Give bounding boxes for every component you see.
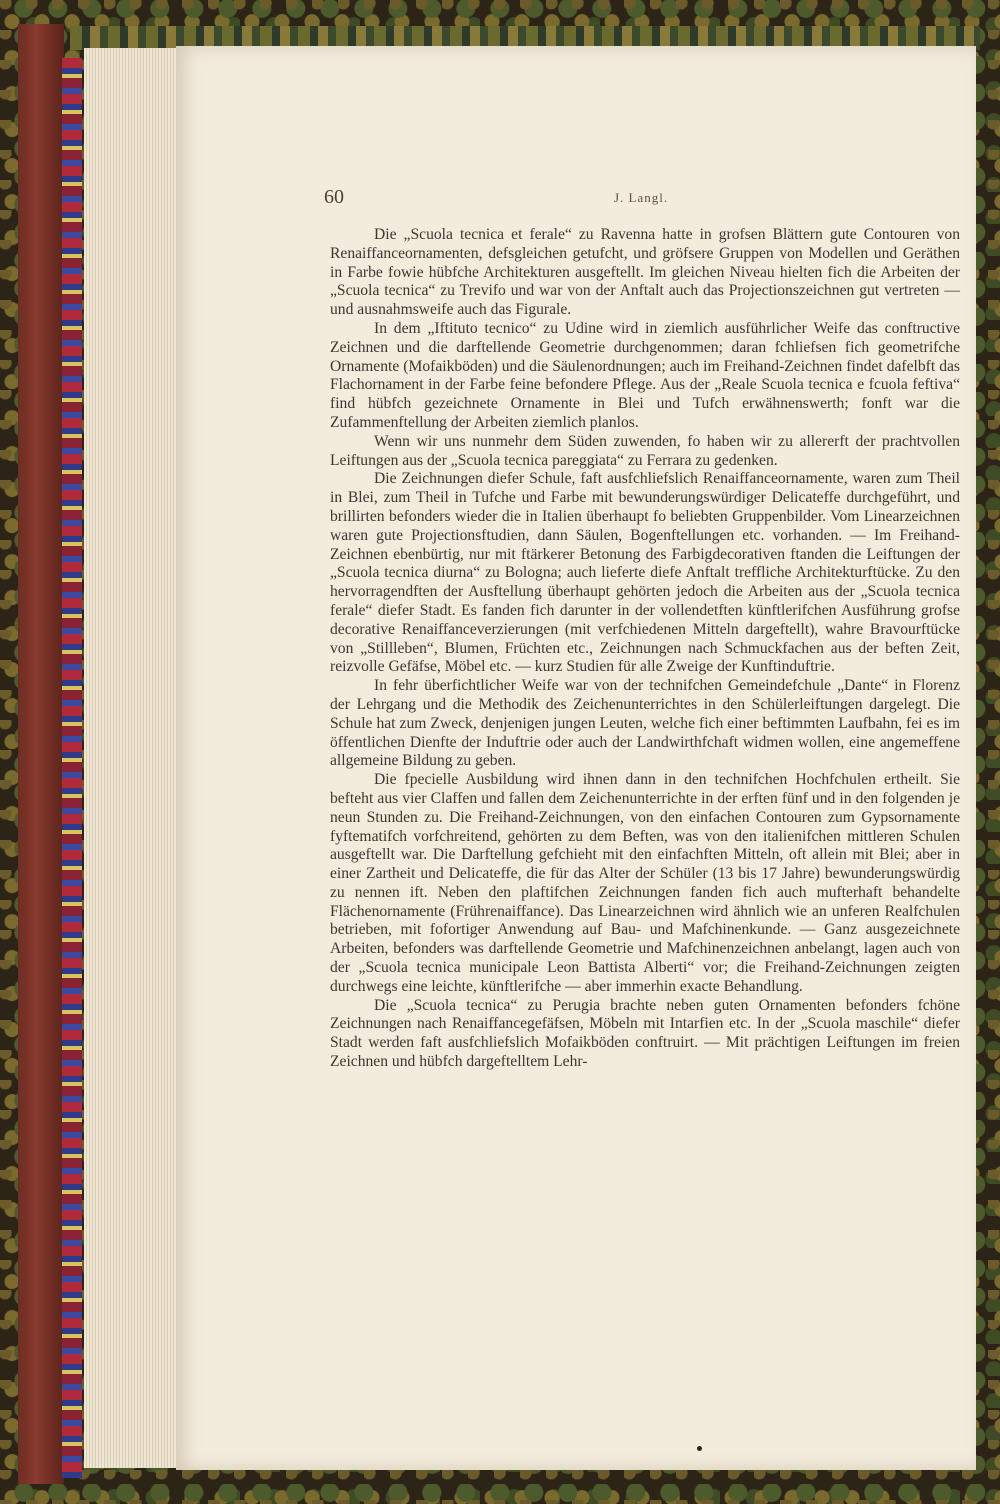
marbled-edge-side	[62, 58, 82, 1478]
page-number: 60	[324, 186, 344, 208]
running-head: J. Langl.	[614, 190, 669, 205]
paragraph: Die „Scuola tecnica“ zu Perugia brachte neben guten Ornamenten befonders fchöne Zeichnungen nach Renaiffancegefäfsen, Möbeln mit Intarfien etc. In der „Scuola maschile“ diefer Stadt werden faft ausfchliefslich Mofaikböden conftruirt. — Mit prächtigen Leiftungen im freien Zeichnen und hübfch dargeftelltem Lehr-	[330, 996, 960, 1071]
page-header	[324, 186, 964, 212]
paragraph: In dem „Iftituto tecnico“ zu Udine wird in ziemlich ausführlicher Weife das conftructive Zeichnen und die darftellende Geometrie durchgenommen; daran fchliefsen fich geometrifche Ornamente (Mofaikböden) und die Säulenordnungen; auch im Freihand-Zeichnen findet dafelbft das Flachornament in der Farbe feine befondere Pflege. Aus der „Reale Scuola tecnica e fcuola feftiva“ find hübfch gezeichnete Ornamente in Blei und Tufch erwähnenswerth; fonft war die Zufammenftellung der Arbeiten ziemlich planlos.	[330, 319, 960, 431]
body-text	[330, 226, 960, 1072]
paragraph: In fehr überfichtlicher Weife war von der technifchen Gemeindefchule „Dante“ in Florenz der Lehrgang und die Methodik des Zeichenunterrichtes in den Schülerleiftungen dargelegt. Die Schule hat zum Zweck, denjenigen jungen Leuten, welche fich einer beftimmten Laufbahn, fei es im öffentlichen Dienfte der Induftrie oder auch der Landwirthfchaft widmen wollen, eine angemeffene allgemeine Bildung zu geben.	[330, 677, 960, 770]
paragraph: Die fpecielle Ausbildung wird ihnen dann in den technifchen Hochfchulen ertheilt. Sie befteht aus vier Claffen und fallen dem Zeichenunterrichte in der erften fünf und in den folgenden je neun Stunden zu. Die Freihand-Zeichnungen, von den einfachen Contouren zum Gypsornamente fyftematifch vorfchreitend, gehörten zu dem Beften, was von den italienifchen mittleren Schulen ausgeftellt war. Die Darftellung gefchieht mit den einfachften Mitteln, oft allein mit Blei; aber in einer Zartheit und Delicateffe, die für das Alter der Schüler (13 bis 17 Jahre) bewunderungswürdig zu nennen ift. Neben den plaftifchen Zeichnungen fanden fich auch mufterhaft behandelte Flächenornamente (Frührenaiffance). Das Linearzeichnen wird ähnlich wie an unferen Realfchulen betrieben, mit fofortiger Anwendung auf Bau- und Mafchinenkunde. — Ganz ausgezeichnete Arbeiten, befonders was darftellende Geometrie und Mafchinenzeichnen anbelangt, lagen auch von der „Scuola tecnica municipale Leon Battista Alberti“ vor; die Freihand-Zeichnungen zeigten durchwegs eine leichte, künftlerifche — aber immerhin exacte Behandlung.	[330, 771, 960, 995]
paragraph: Die Zeichnungen diefer Schule, faft ausfchliefslich Renaiffanceornamente, waren zum Theil in Blei, zum Theil in Tufche und Farbe mit bewunderungswürdiger Delicateffe durchgeführt, und brillirten befonders wieder die in Italien überhaupt fo beliebten Gruppenbilder. Vom Linearzeichnen waren gute Projectionsftudien, dann Säulen, Bogenftellungen etc. vorhanden. — Im Freihand-Zeichnen ebenbürtig, nur mit ftärkerer Betonung des Farbigdecorativen ftanden die Leiftungen der „Scuola tecnica diurna“ zu Bologna; auch lieferte diefe Anftalt treffliche Architekturftücke. Zu den hervorragendften der Ausftellung überhaupt gehörten jedoch die Arbeiten aus der „Scuola tecnica ferale“ diefer Stadt. Es fanden fich darunter in der vollendetften künftlerifchen Ausführung grofse decorative Renaiffanceverzierungen (mit verfchiedenen Mitteln dargeftellt), wahre Bravourftücke von „Stillleben“, Blumen, Früchten etc., Zeichnungen nach Schmuckfachen aus der beften Zeit, reizvolle Gefäfse, Möbel etc. — kurz Studien für alle Zweige der Kunftinduftrie.	[330, 470, 960, 676]
paragraph: Wenn wir uns nunmehr dem Süden zuwenden, fo haben wir zu allererft der prachtvollen Leiftungen aus der „Scuola tecnica pareggiata“ zu Ferrara zu gedenken.	[330, 432, 960, 469]
paragraph: Die „Scuola tecnica et ferale“ zu Ravenna hatte in grofsen Blättern gute Contouren von Renaiffanceornamenten, defsgleichen getufcht, und gröfsere Gruppen von Modellen und Geräthen in Farbe fowie hübfche Architekturen ausgeftellt. Im gleichen Niveau hielten fich die Arbeiten der „Scuola tecnica“ zu Trevifo und war von der Anftalt auch das Projectionszeichnen gut vertreten — und ausnahmsweife auch das Figurale.	[330, 226, 960, 319]
leather-binding	[18, 24, 64, 1484]
page-edges	[84, 48, 184, 1468]
ink-dot	[697, 1446, 702, 1451]
